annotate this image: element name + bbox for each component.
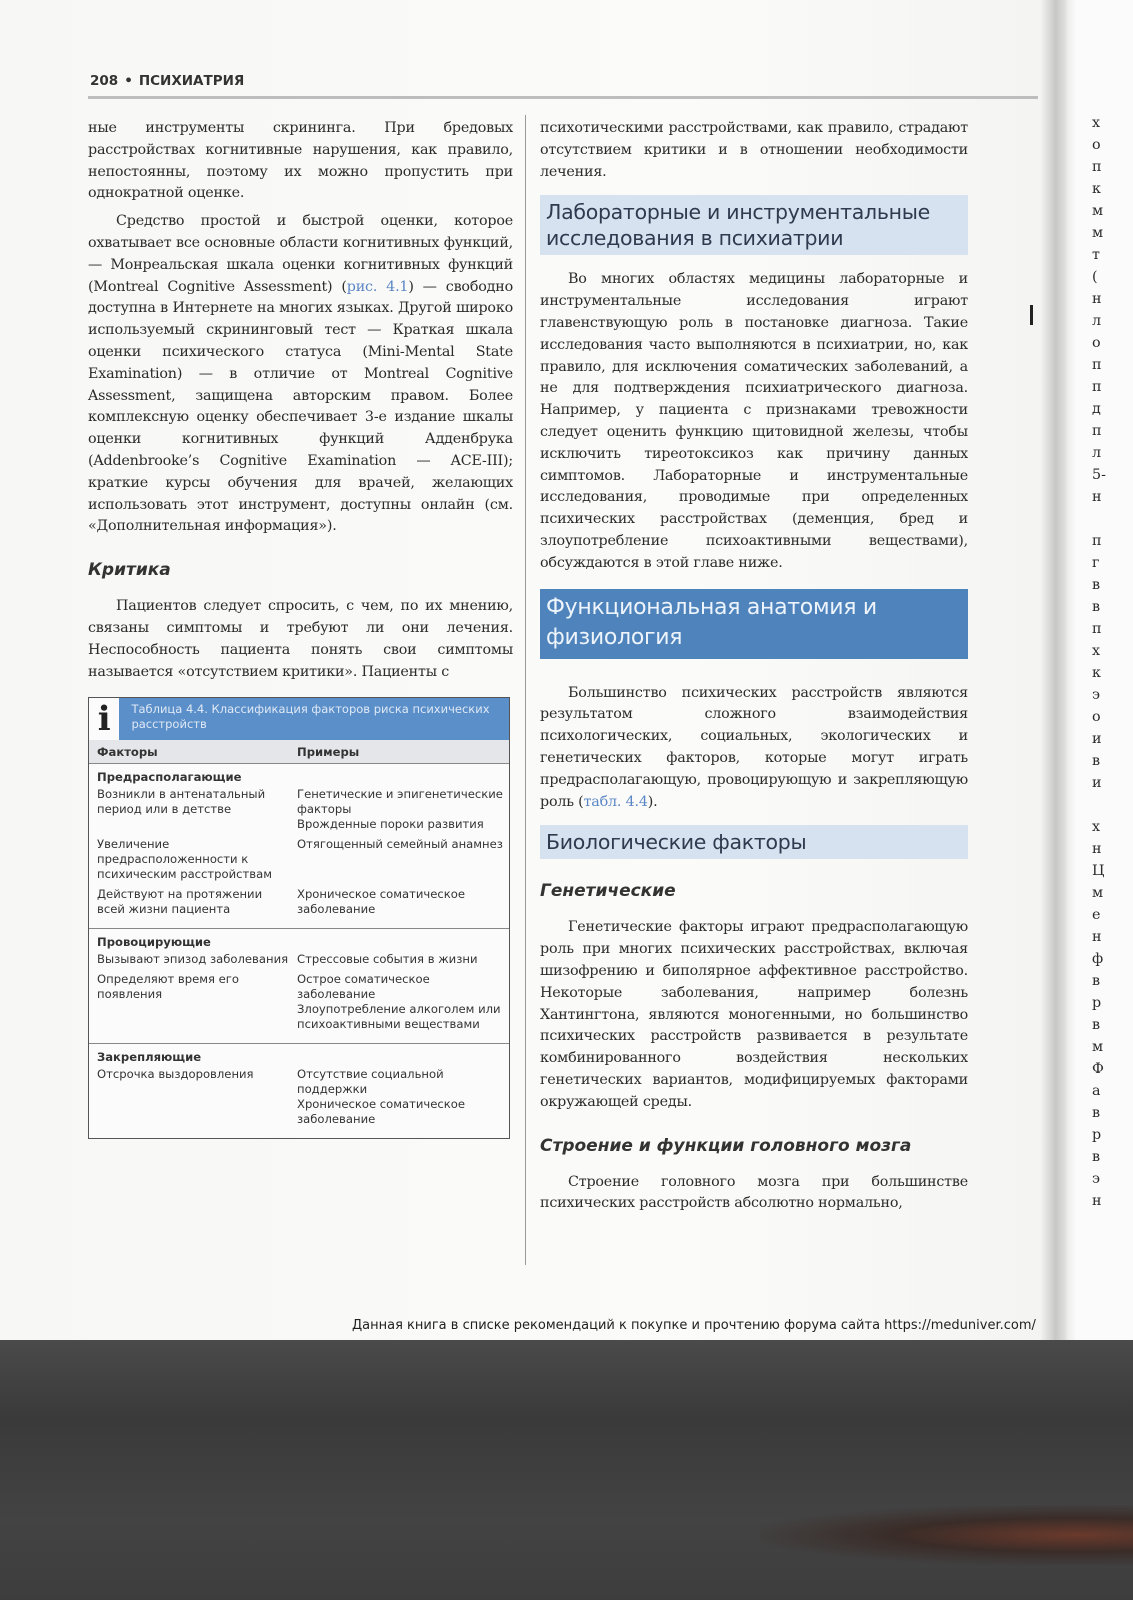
edge-letter <box>1092 794 1132 816</box>
table-group-title: Провоцирующие <box>97 935 211 950</box>
edge-letter: п <box>1092 357 1102 373</box>
factor-cell: Возникли в антенатальный период или в детстве <box>97 787 266 817</box>
paragraph: Строение головного мозга при большинстве психических расстройств абсолютно нормально, <box>540 1173 968 1212</box>
edge-letter: а <box>1092 1083 1101 1099</box>
table-row <box>97 887 503 917</box>
table-group-title: Закрепляющие <box>97 1050 202 1065</box>
table-group <box>89 929 509 1044</box>
figure-reference-link[interactable]: рис. 4.1 <box>346 278 409 295</box>
edge-letter: в <box>1092 1105 1101 1121</box>
page-number: 208 <box>90 73 119 89</box>
table-group <box>89 1044 509 1138</box>
edge-letter: в <box>1092 599 1101 615</box>
edge-letter: 5- <box>1092 467 1106 483</box>
examples-cell <box>297 887 503 917</box>
example-item: Стрессовые события в жизни <box>297 952 478 967</box>
text-span: Большинство психических расстройств являются результатом сложного взаимодействия психологических, социальных, экологических и генетических факторов, которые могут играть предрасполагающую, провоцирующую и закрепляющую роль ( <box>540 684 968 810</box>
edge-letter: д <box>1092 401 1101 417</box>
example-item: Врожденные пороки развития <box>297 817 484 832</box>
edge-letter: ( <box>1092 269 1098 285</box>
edge-letter: в <box>1092 577 1101 593</box>
paragraph: Во многих областях медицины лабораторные и инструментальные исследования играют главенствующую роль в постановке диагноза. Такие исследования часто выполняются в психиатрии, но, как правило, для исключения соматических заболеваний, а не для подтверждения психиатрического диагноза. Например, у пациента с признаками тревожности следует оценить функцию щитовидной железы, чтобы исключить тиреотоксикоз как причину данных симптомов. Лабораторные и инструментальные исследования, проводимые при определенных психических расстройствах (деменция, бред и злоупотребление психоактивными веществами), обсуждаются в этой главе ниже. <box>540 271 968 571</box>
scan-artifact <box>760 1505 1133 1565</box>
edge-letter: в <box>1092 753 1101 769</box>
edge-letter: э <box>1092 687 1101 703</box>
table-group-title: Предрасполагающие <box>97 770 242 785</box>
examples-cell <box>297 972 503 1032</box>
running-head-bullet: • <box>124 73 133 89</box>
edge-letter: о <box>1092 137 1101 153</box>
edge-letter: п <box>1092 533 1102 549</box>
section-heading-lab: Лабораторные и инструментальные исследования в психиатрии <box>540 195 968 255</box>
left-column <box>88 118 513 1139</box>
examples-cell <box>297 787 503 832</box>
edge-letter: п <box>1092 159 1102 175</box>
examples-cell <box>297 1067 503 1127</box>
edge-letter: л <box>1092 313 1102 329</box>
examples-cell <box>297 952 503 967</box>
gutter-shadow <box>1040 0 1068 1370</box>
factor-cell: Действуют на протяжении всей жизни пациента <box>97 887 263 917</box>
text-span: ). <box>647 793 658 810</box>
paragraph: Пациентов следует спросить, с чем, по их мнению, связаны симптомы и требуют ли они лечения. Неспособность пациента понять свои симптомы называется «отсутствием критики». Пациенты с <box>88 598 513 680</box>
table-row <box>97 837 503 882</box>
edge-letter: л <box>1092 445 1102 461</box>
factor-cell: Увеличение предрасположенности к психическим расстройствам <box>97 837 272 882</box>
examples-cell <box>297 837 503 882</box>
edge-letter: п <box>1092 423 1102 439</box>
edge-letter: в <box>1092 1017 1101 1033</box>
edge-letter: х <box>1092 643 1101 659</box>
edge-letter: Ц <box>1092 863 1105 879</box>
edge-letter: р <box>1092 995 1102 1011</box>
example-item: Отсутствие социальной поддержки <box>297 1067 444 1097</box>
edge-letter: и <box>1092 775 1102 791</box>
edge-letter <box>1092 508 1132 530</box>
table-caption: Таблица 4.4. Классификация факторов риска психических расстройств <box>131 702 490 732</box>
info-icon: i <box>89 698 119 740</box>
right-column <box>540 118 968 1221</box>
table-row <box>97 952 503 967</box>
table-reference-link[interactable]: табл. 4.4 <box>583 793 648 810</box>
example-item: Генетические и эпигенетические факторы <box>297 787 503 817</box>
book-title: ПСИХИАТРИЯ <box>138 73 245 89</box>
table-row <box>97 787 503 832</box>
edge-letter: м <box>1092 885 1104 901</box>
text-span: ) — свободно доступна в Интернете на многих языках. Другой широко используемый скрининговый тест — Краткая шкала оценки психического статуса (Mini-Mental State Examination) — в отличие от Montreal Cognitive Assessment, защищена авторским правом. Более комплексную оценку обеспечивает 3-е издание шкалы оценки когнитивных функций Адденбрука (Addenbrooke’s Cognitive Examination — ACE-III); краткие курсы обучения для врачей, желающих использовать этот инструмент, доступны онлайн (см. «Дополнительная информация»). <box>88 278 513 535</box>
edge-letter: к <box>1092 181 1101 197</box>
next-page-edge-text <box>1092 112 1132 1212</box>
subheading-critique: Критика <box>88 560 171 581</box>
edge-letter: н <box>1092 291 1102 307</box>
edge-letter: м <box>1092 225 1104 241</box>
edge-letter: х <box>1092 115 1101 131</box>
paragraph <box>540 683 968 814</box>
edge-letter: к <box>1092 665 1101 681</box>
edge-letter: м <box>1092 1039 1104 1055</box>
running-head <box>90 73 244 89</box>
example-item: Злоупотребление алкоголем или психоактивными веществами <box>297 1002 501 1032</box>
example-item: Отягощенный семейный анамнез <box>297 837 503 852</box>
page-edge-mark <box>1030 305 1033 325</box>
example-item: Хроническое соматическое заболевание <box>297 887 465 917</box>
table-row <box>97 1067 503 1127</box>
edge-letter: н <box>1092 929 1102 945</box>
edge-letter: н <box>1092 1193 1102 1209</box>
edge-letter: в <box>1092 1149 1101 1165</box>
example-item: Острое соматическое заболевание <box>297 972 430 1002</box>
table-header-bar <box>89 698 509 740</box>
column-header-examples: Примеры <box>297 745 360 760</box>
table-row <box>97 972 503 1032</box>
text-span: Средство простой и быстрой оценки, которое охватывает все основные области когнитивных функций, — Монреальская шкала оценки когнитивных функций (Montreal Cognitive Assessment) ( <box>88 213 513 295</box>
edge-letter: о <box>1092 709 1101 725</box>
edge-letter: х <box>1092 819 1101 835</box>
edge-letter: е <box>1092 907 1101 923</box>
example-item: Хроническое соматическое заболевание <box>297 1097 465 1127</box>
table-column-headers <box>89 740 509 764</box>
subheading-genetic: Генетические <box>540 881 676 902</box>
edge-letter: п <box>1092 379 1102 395</box>
edge-letter: м <box>1092 203 1104 219</box>
edge-letter: п <box>1092 621 1102 637</box>
info-table <box>88 697 510 1139</box>
paragraph <box>88 211 513 538</box>
edge-letter: Ф <box>1092 1061 1104 1077</box>
edge-letter: т <box>1092 247 1100 263</box>
table-body <box>89 764 509 1138</box>
edge-letter: в <box>1092 973 1101 989</box>
subheading-brain: Строение и функции головного мозга <box>540 1135 912 1156</box>
edge-letter: и <box>1092 731 1102 747</box>
factor-cell: Отсрочка выздоровления <box>97 1067 254 1082</box>
edge-letter: н <box>1092 841 1102 857</box>
edge-letter: ф <box>1092 951 1104 967</box>
paragraph: Генетические факторы играют предрасполагающую роль при многих психических расстройствах, включая шизофрению и биполярное аффективное расстройство. Некоторые заболевания, например болезнь Хантингтона, являются моногенными, но большинство психических расстройств развивается в результате комбинированного воздействия нескольких генетических вариантов, модифицируемых факторами окружающей среды. <box>540 919 968 1110</box>
column-divider <box>525 115 526 1265</box>
factor-cell: Определяют время его появления <box>97 972 239 1002</box>
chapter-section-heading-functional-anatomy: Функциональная анатомия и физиология <box>540 589 968 659</box>
edge-letter: э <box>1092 1171 1101 1187</box>
edge-letter: г <box>1092 555 1100 571</box>
section-heading-biological: Биологические факторы <box>540 825 968 859</box>
edge-letter: о <box>1092 335 1101 351</box>
footer-note: Данная книга в списке рекомендаций к покупке и прочтению форума сайта https://meduniver.com/ <box>352 1318 1036 1333</box>
column-header-factors: Факторы <box>97 745 158 760</box>
edge-letter: р <box>1092 1127 1102 1143</box>
paragraph: ные инструменты скрининга. При бредовых расстройствах когнитивные нарушения, как правило, непостоянны, поэтому их можно пропустить при однократной оценке. <box>88 120 513 202</box>
header-rule <box>88 96 1038 99</box>
paragraph: психотическими расстройствами, как правило, страдают отсутствием критики и в отношении необходимости лечения. <box>540 120 968 180</box>
table-group <box>89 764 509 929</box>
edge-letter: н <box>1092 489 1102 505</box>
factor-cell: Вызывают эпизод заболевания <box>97 952 289 967</box>
